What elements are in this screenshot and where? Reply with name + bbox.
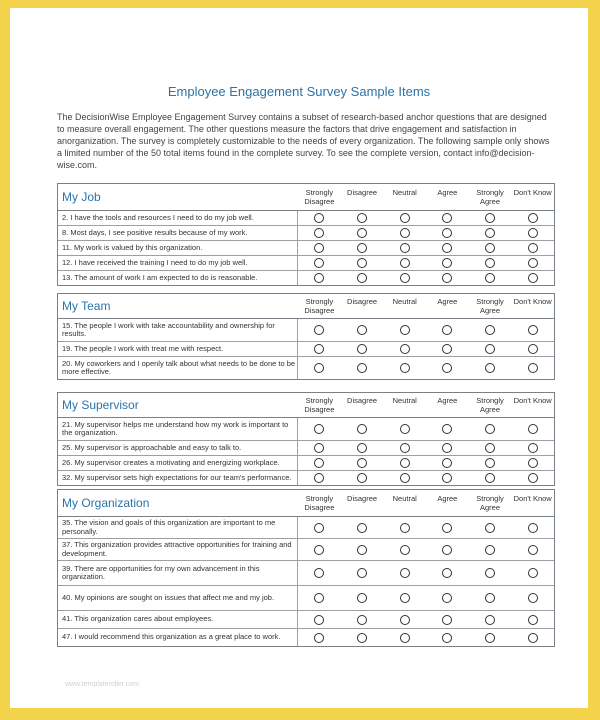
question-text: 40. My opinions are sought on issues that affect me and my job.: [58, 586, 298, 610]
table-row: [58, 256, 554, 271]
col-strongly-agree: Strongly Agree: [476, 494, 504, 512]
radio-neutral[interactable]: [400, 473, 410, 483]
question-text: 21. My supervisor helps me understand how my work is important to the organization.: [58, 418, 298, 440]
radio-neutral[interactable]: [400, 593, 410, 603]
radio-strongly-agree[interactable]: [485, 523, 495, 533]
question-text: 35. The vision and goals of this organization are important to me personally.: [58, 517, 298, 538]
table-row: [58, 561, 554, 586]
radio-dont-know[interactable]: [528, 258, 538, 268]
section-my-supervisor: [57, 392, 555, 486]
radio-strongly-disagree[interactable]: [314, 593, 324, 603]
radio-agree[interactable]: [442, 325, 452, 335]
column-headers: [298, 396, 554, 414]
table-row: [58, 517, 554, 539]
radio-strongly-disagree[interactable]: [314, 424, 324, 434]
radio-strongly-disagree[interactable]: [314, 258, 324, 268]
radio-strongly-agree[interactable]: [485, 545, 495, 555]
radio-strongly-agree[interactable]: [485, 325, 495, 335]
col-neutral: Neutral: [392, 494, 417, 503]
col-dont-know: Don't Know: [513, 494, 552, 503]
radio-neutral[interactable]: [400, 458, 410, 468]
table-row: [58, 226, 554, 241]
question-text: 20. My coworkers and I openly talk about what needs to be done to be more effective.: [58, 357, 298, 379]
radio-strongly-disagree[interactable]: [314, 545, 324, 555]
radio-strongly-disagree[interactable]: [314, 523, 324, 533]
col-strongly-agree: Strongly Agree: [476, 396, 504, 414]
radio-strongly-agree[interactable]: [485, 633, 495, 643]
radio-agree[interactable]: [442, 228, 452, 238]
col-neutral: Neutral: [392, 188, 417, 197]
radio-disagree[interactable]: [357, 633, 367, 643]
radio-disagree[interactable]: [357, 443, 367, 453]
radio-dont-know[interactable]: [528, 545, 538, 555]
radio-neutral[interactable]: [400, 523, 410, 533]
radio-dont-know[interactable]: [528, 568, 538, 578]
section-title: My Organization: [62, 496, 150, 510]
radio-strongly-agree[interactable]: [485, 593, 495, 603]
survey-page: [10, 8, 588, 708]
radio-agree[interactable]: [442, 633, 452, 643]
section-title: My Team: [62, 299, 111, 313]
radio-neutral[interactable]: [400, 325, 410, 335]
col-neutral: Neutral: [392, 297, 417, 306]
radio-disagree[interactable]: [357, 615, 367, 625]
table-row: [58, 539, 554, 561]
question-text: 26. My supervisor creates a motivating and energizing workplace.: [58, 456, 298, 470]
table-row: [58, 441, 554, 456]
radio-dont-know[interactable]: [528, 443, 538, 453]
intro-paragraph: The DecisionWise Employee Engagement Survey contains a subset of research-based anchor questions that are designed to measure overall engagement. The other questions measure the factors that drive engagement and satisfaction in anorganization. The survey is completely customizable to the needs of every organization. The following sample only shows a limited number of the 50 total items found in the complete survey. To see the complete version, contact info@decision-wise.com.: [57, 112, 550, 170]
radio-strongly-disagree[interactable]: [314, 243, 324, 253]
question-text: 32. My supervisor sets high expectations for our team's performance.: [58, 471, 298, 485]
radio-strongly-disagree[interactable]: [314, 344, 324, 354]
radio-dont-know[interactable]: [528, 633, 538, 643]
section-header: [58, 490, 554, 517]
radio-strongly-disagree[interactable]: [314, 458, 324, 468]
table-row: [58, 241, 554, 256]
section-my-organization: [57, 489, 555, 647]
radio-dont-know[interactable]: [528, 424, 538, 434]
question-text: 39. There are opportunities for my own advancement in this organization.: [58, 561, 298, 585]
question-text: 12. I have received the training I need to do my job well.: [58, 256, 298, 270]
section-title: My Supervisor: [62, 398, 139, 412]
radio-agree[interactable]: [442, 615, 452, 625]
column-headers: [298, 188, 554, 206]
radio-neutral[interactable]: [400, 615, 410, 625]
radio-dont-know[interactable]: [528, 458, 538, 468]
col-disagree: Disagree: [347, 297, 378, 306]
radio-disagree[interactable]: [357, 424, 367, 434]
radio-agree[interactable]: [442, 593, 452, 603]
section-header: [58, 294, 554, 319]
col-strongly-disagree: Strongly Disagree: [304, 188, 335, 206]
radio-strongly-disagree[interactable]: [314, 325, 324, 335]
radio-agree[interactable]: [442, 523, 452, 533]
radio-neutral[interactable]: [400, 213, 410, 223]
radio-strongly-disagree[interactable]: [314, 273, 324, 283]
radio-agree[interactable]: [442, 568, 452, 578]
radio-disagree[interactable]: [357, 344, 367, 354]
radio-agree[interactable]: [442, 458, 452, 468]
radio-disagree[interactable]: [357, 243, 367, 253]
table-row: [58, 319, 554, 342]
radio-strongly-disagree[interactable]: [314, 443, 324, 453]
radio-strongly-agree[interactable]: [485, 213, 495, 223]
radio-dont-know[interactable]: [528, 615, 538, 625]
col-strongly-disagree: Strongly Disagree: [304, 396, 335, 414]
question-text: 13. The amount of work I am expected to do is reasonable.: [58, 271, 298, 285]
question-text: 8. Most days, I see positive results because of my work.: [58, 226, 298, 240]
radio-dont-know[interactable]: [528, 228, 538, 238]
radio-disagree[interactable]: [357, 473, 367, 483]
section-my-team: [57, 293, 555, 380]
radio-strongly-agree[interactable]: [485, 568, 495, 578]
section-title: My Job: [62, 190, 101, 204]
question-text: 2. I have the tools and resources I need to do my job well.: [58, 211, 298, 225]
radio-neutral[interactable]: [400, 633, 410, 643]
radio-disagree[interactable]: [357, 273, 367, 283]
question-text: 25. My supervisor is approachable and easy to talk to.: [58, 441, 298, 455]
radio-agree[interactable]: [442, 344, 452, 354]
radio-dont-know[interactable]: [528, 593, 538, 603]
table-row: [58, 271, 554, 285]
section-my-job: [57, 183, 555, 286]
radio-disagree[interactable]: [357, 593, 367, 603]
radio-disagree[interactable]: [357, 228, 367, 238]
radio-strongly-agree[interactable]: [485, 344, 495, 354]
radio-neutral[interactable]: [400, 363, 410, 373]
col-dont-know: Don't Know: [513, 297, 552, 306]
question-text: 11. My work is valued by this organization.: [58, 241, 298, 255]
table-row: [58, 211, 554, 226]
col-agree: Agree: [437, 297, 458, 306]
radio-neutral[interactable]: [400, 228, 410, 238]
radio-strongly-disagree[interactable]: [314, 228, 324, 238]
question-text: 47. I would recommend this organization as a great place to work.: [58, 629, 298, 646]
radio-dont-know[interactable]: [528, 325, 538, 335]
radio-strongly-agree[interactable]: [485, 615, 495, 625]
radio-neutral[interactable]: [400, 568, 410, 578]
column-headers: [298, 297, 554, 315]
table-row: [58, 471, 554, 485]
radio-disagree[interactable]: [357, 363, 367, 373]
table-row: [58, 357, 554, 379]
radio-neutral[interactable]: [400, 243, 410, 253]
question-text: 41. This organization cares about employees.: [58, 611, 298, 628]
radio-strongly-agree[interactable]: [485, 363, 495, 373]
question-text: 19. The people I work with treat me with respect.: [58, 342, 298, 356]
radio-dont-know[interactable]: [528, 273, 538, 283]
col-neutral: Neutral: [392, 396, 417, 405]
radio-disagree[interactable]: [357, 523, 367, 533]
col-disagree: Disagree: [347, 396, 378, 405]
col-agree: Agree: [437, 396, 458, 405]
radio-disagree[interactable]: [357, 213, 367, 223]
radio-agree[interactable]: [442, 443, 452, 453]
question-text: 37. This organization provides attractive opportunities for training and development.: [58, 539, 298, 560]
radio-dont-know[interactable]: [528, 363, 538, 373]
table-row: [58, 629, 554, 646]
radio-neutral[interactable]: [400, 443, 410, 453]
radio-neutral[interactable]: [400, 273, 410, 283]
watermark: www.templateroller.com: [65, 681, 139, 688]
page-title: Employee Engagement Survey Sample Items: [167, 84, 431, 99]
col-strongly-agree: Strongly Agree: [476, 297, 504, 315]
col-disagree: Disagree: [347, 494, 378, 503]
radio-neutral[interactable]: [400, 258, 410, 268]
radio-agree[interactable]: [442, 258, 452, 268]
col-strongly-disagree: Strongly Disagree: [304, 297, 335, 315]
radio-strongly-disagree[interactable]: [314, 615, 324, 625]
radio-neutral[interactable]: [400, 545, 410, 555]
radio-neutral[interactable]: [400, 424, 410, 434]
question-text: 15. The people I work with take accountability and ownership for results.: [58, 319, 298, 341]
radio-strongly-agree[interactable]: [485, 424, 495, 434]
col-dont-know: Don't Know: [513, 396, 552, 405]
table-row: [58, 586, 554, 611]
radio-dont-know[interactable]: [528, 473, 538, 483]
radio-dont-know[interactable]: [528, 243, 538, 253]
radio-agree[interactable]: [442, 363, 452, 373]
radio-disagree[interactable]: [357, 568, 367, 578]
radio-dont-know[interactable]: [528, 344, 538, 354]
table-row: [58, 418, 554, 441]
radio-strongly-disagree[interactable]: [314, 568, 324, 578]
section-header: [58, 393, 554, 418]
radio-neutral[interactable]: [400, 344, 410, 354]
radio-strongly-agree[interactable]: [485, 273, 495, 283]
radio-strongly-disagree[interactable]: [314, 473, 324, 483]
radio-agree[interactable]: [442, 243, 452, 253]
radio-strongly-agree[interactable]: [485, 243, 495, 253]
radio-disagree[interactable]: [357, 545, 367, 555]
radio-strongly-agree[interactable]: [485, 228, 495, 238]
col-agree: Agree: [437, 188, 458, 197]
table-row: [58, 342, 554, 357]
column-headers: [298, 494, 554, 512]
radio-disagree[interactable]: [357, 258, 367, 268]
radio-strongly-agree[interactable]: [485, 473, 495, 483]
radio-strongly-agree[interactable]: [485, 258, 495, 268]
radio-strongly-disagree[interactable]: [314, 213, 324, 223]
radio-agree[interactable]: [442, 213, 452, 223]
radio-agree[interactable]: [442, 545, 452, 555]
radio-dont-know[interactable]: [528, 523, 538, 533]
col-strongly-disagree: Strongly Disagree: [304, 494, 335, 512]
radio-strongly-agree[interactable]: [485, 458, 495, 468]
table-row: [58, 456, 554, 471]
radio-dont-know[interactable]: [528, 213, 538, 223]
col-strongly-agree: Strongly Agree: [476, 188, 504, 206]
col-disagree: Disagree: [347, 188, 378, 197]
radio-strongly-disagree[interactable]: [314, 363, 324, 373]
radio-disagree[interactable]: [357, 325, 367, 335]
radio-agree[interactable]: [442, 473, 452, 483]
col-agree: Agree: [437, 494, 458, 503]
radio-strongly-disagree[interactable]: [314, 633, 324, 643]
section-header: [58, 184, 554, 211]
radio-agree[interactable]: [442, 424, 452, 434]
radio-strongly-agree[interactable]: [485, 443, 495, 453]
col-dont-know: Don't Know: [513, 188, 552, 197]
radio-disagree[interactable]: [357, 458, 367, 468]
table-row: [58, 611, 554, 629]
radio-agree[interactable]: [442, 273, 452, 283]
